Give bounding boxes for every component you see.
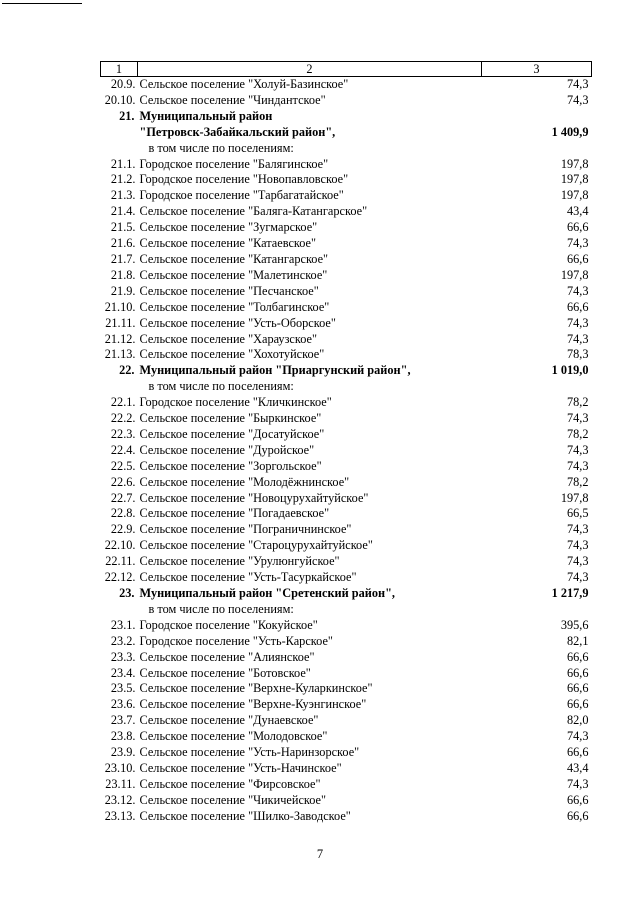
row-amount: 74,3 [566,522,589,537]
table-row [101,300,592,316]
row-name: Сельское поселение "Молодовское" [139,729,328,744]
district-row [101,109,592,125]
row-number: 21.1. [110,156,136,171]
row-name: Сельское поселение "Староцурухайтуйское" [139,538,373,553]
row-amount: 78,2 [566,474,589,489]
table-row [101,172,592,188]
row-amount: 74,3 [566,570,589,585]
district-row [101,125,592,141]
row-number: 21.6. [110,236,136,251]
row-amount: 43,4 [566,204,589,219]
row-amount: 66,6 [566,808,589,823]
column-header-number: 1 [101,62,138,77]
row-amount: 78,3 [566,347,589,362]
row-number: 23.10. [104,760,136,775]
row-name: Сельское поселение "Верхне-Куэнгинское" [139,697,367,712]
table-row [101,443,592,459]
row-amount: 74,3 [566,315,589,330]
row-name: Сельское поселение "Малетинское" [139,267,328,282]
row-number [101,602,138,618]
row-number: 21.12. [104,331,136,346]
row-number: 23.2. [110,633,136,648]
row-amount: 66,5 [566,506,589,521]
table-row [101,204,592,220]
row-number: 22.3. [110,426,136,441]
row-amount: 66,6 [566,665,589,680]
row-number: 23.12. [104,792,136,807]
row-name: Сельское поселение "Дуройское" [139,442,315,457]
table-body [101,77,592,825]
row-amount: 74,3 [566,458,589,473]
row-amount: 74,3 [566,442,589,457]
row-name: Муниципальный район [139,108,273,123]
table-row [101,570,592,586]
row-name: Муниципальный район "Сретенский район", [139,586,395,600]
table-row [101,316,592,332]
top-rule [2,3,82,4]
row-number: 22.7. [110,490,136,505]
row-amount: 74,3 [566,776,589,791]
row-amount: 66,6 [566,681,589,696]
table-row [101,681,592,697]
row-number: 23.11. [105,776,136,791]
row-number: 21.7. [110,251,136,266]
row-number: 23.8. [110,729,136,744]
row-amount [482,141,592,157]
row-number [101,125,138,141]
row-amount: 1 019,0 [551,363,589,378]
row-number: 22.4. [110,442,136,457]
row-number: 21.2. [110,172,136,187]
table-row [101,777,592,793]
row-amount: 197,8 [560,188,589,203]
row-number: 21.9. [110,283,136,298]
row-number: 22.1. [110,395,136,410]
row-name: Сельское поселение "Толбагинское" [139,299,330,314]
row-name: Сельское поселение "Усть-Тасуркайское" [139,570,357,585]
row-name: Сельское поселение "Дунаевское" [139,713,319,728]
table-row [101,793,592,809]
row-amount: 74,3 [566,411,589,426]
row-number: 21.3. [110,188,136,203]
row-amount: 66,6 [566,251,589,266]
column-header-name: 2 [138,62,482,77]
table-row [101,284,592,300]
row-amount: 74,3 [566,77,589,91]
row-number: 23.7. [110,713,136,728]
row-number: 22. [119,363,135,378]
table-header-row [101,62,592,77]
table-row [101,332,592,348]
table-row [101,713,592,729]
table-row [101,522,592,538]
row-number: 23.9. [110,745,136,760]
allocation-table [100,61,592,825]
row-number [101,379,138,395]
row-name: Городское поселение "Балягинское" [139,156,329,171]
row-number: 22.2. [110,411,136,426]
row-name: Сельское поселение "Баляга-Катангарское" [139,204,368,219]
row-name: Сельское поселение "Погадаевское" [139,506,330,521]
row-name: "Петровск-Забайкальский район", [139,124,336,139]
table-row [101,77,592,93]
table-row [101,411,592,427]
row-number: 23.13. [104,808,136,823]
row-name: Сельское поселение "Верхне-Куларкинское" [139,681,373,696]
row-name: Городское поселение "Новопавловское" [139,172,349,187]
row-amount: 197,8 [560,490,589,505]
row-amount: 197,8 [560,156,589,171]
row-number: 23.6. [110,697,136,712]
page-number: 7 [316,847,324,861]
row-name: Сельское поселение "Усть-Наринзорское" [139,745,360,760]
table-row [101,347,592,363]
row-name: Сельское поселение "Досатуйское" [139,426,325,441]
row-name: Сельское поселение "Быркинское" [139,411,322,426]
table-row [101,268,592,284]
row-amount: 66,6 [566,220,589,235]
row-amount: 66,6 [566,649,589,664]
table-row [101,475,592,491]
row-amount: 74,3 [566,236,589,251]
row-amount: 66,6 [566,299,589,314]
row-amount: 74,3 [566,538,589,553]
row-number: 21.11. [105,315,136,330]
table-row [101,427,592,443]
row-number: 22.6. [110,474,136,489]
row-name: Сельское поселение "Песчанское" [139,283,319,298]
subheading-row [101,379,592,395]
row-name: Сельское поселение "Холуй-Базинское" [139,77,349,91]
row-name: в том числе по поселениям: [148,140,294,155]
row-name: Сельское поселение "Чикичейское" [139,792,327,807]
row-amount: 74,3 [566,554,589,569]
row-number: 21.10. [104,299,136,314]
row-number: 21. [119,108,135,123]
table-row [101,666,592,682]
table-row [101,252,592,268]
table-row [101,93,592,109]
subheading-row [101,141,592,157]
row-number: 23. [119,586,135,600]
row-name: Сельское поселение "Усть-Начинское" [139,760,342,775]
table-row [101,634,592,650]
row-number: 23.5. [110,681,136,696]
row-number: 20.10. [104,92,136,107]
row-amount: 74,3 [566,729,589,744]
row-amount: 66,6 [566,745,589,760]
table-row [101,761,592,777]
row-number: 21.5. [110,220,136,235]
row-amount [482,109,592,125]
row-number: 21.8. [110,267,136,282]
row-amount: 1 217,9 [551,586,589,600]
table-row [101,491,592,507]
row-name: Городское поселение "Кокуйское" [139,617,318,632]
row-name: Сельское поселение "Катаевское" [139,236,317,251]
table-row [101,618,592,634]
row-number: 21.4. [110,204,136,219]
row-name: Муниципальный район "Приаргунский район", [139,363,411,378]
table-row [101,506,592,522]
row-number: 23.3. [110,649,136,664]
row-name: Городское поселение "Тарбагатайское" [139,188,344,203]
row-amount: 78,2 [566,395,589,410]
table-row [101,554,592,570]
row-number: 22.8. [110,506,136,521]
row-number: 22.10. [104,538,136,553]
row-number: 22.9. [110,522,136,537]
row-name: Городское поселение "Усть-Карское" [139,633,333,648]
row-name: Сельское поселение "Хараузское" [139,331,318,346]
row-name: Сельское поселение "Шилко-Заводское" [139,808,351,823]
row-number: 22.12. [104,570,136,585]
row-name: Сельское поселение "Урулюнгуйское" [139,554,340,569]
table-row [101,188,592,204]
row-number: 23.1. [110,617,136,632]
row-name: Сельское поселение "Алиянское" [139,649,315,664]
row-name: в том числе по поселениям: [148,601,294,616]
row-name: Сельское поселение "Новоцурухайтуйское" [139,490,369,505]
table-row [101,157,592,173]
row-name: Городское поселение "Кличкинское" [139,395,332,410]
row-name: в том числе по поселениям: [148,379,294,394]
district-row [101,586,592,602]
district-row [101,363,592,379]
row-name: Сельское поселение "Чиндантское" [139,92,326,107]
row-amount: 78,2 [566,426,589,441]
row-name: Сельское поселение "Хохотуйское" [139,347,325,362]
row-amount: 74,3 [566,283,589,298]
row-amount: 74,3 [566,331,589,346]
row-amount [482,602,592,618]
row-amount: 395,6 [560,617,589,632]
row-name: Сельское поселение "Пограничнинское" [139,522,352,537]
row-name: Сельское поселение "Ботовское" [139,665,311,680]
table-row [101,745,592,761]
row-amount: 1 409,9 [551,124,589,139]
row-name: Сельское поселение "Катангарское" [139,251,329,266]
row-number: 22.11. [105,554,136,569]
row-name: Сельское поселение "Зугмарское" [139,220,318,235]
row-number: 20.9. [110,77,136,91]
row-name: Сельское поселение "Усть-Оборское" [139,315,336,330]
row-number [101,141,138,157]
row-amount: 43,4 [566,760,589,775]
table-row [101,697,592,713]
row-amount: 197,8 [560,172,589,187]
subheading-row [101,602,592,618]
table-row [101,538,592,554]
row-number: 23.4. [110,665,136,680]
column-header-amount: 3 [482,62,592,77]
row-name: Сельское поселение "Фирсовское" [139,776,321,791]
table-row [101,220,592,236]
table-row [101,459,592,475]
table-row [101,809,592,825]
row-amount: 197,8 [560,267,589,282]
row-amount: 66,6 [566,792,589,807]
row-name: Сельское поселение "Молодёжнинское" [139,474,350,489]
row-amount [482,379,592,395]
row-number: 22.5. [110,458,136,473]
table-row [101,236,592,252]
row-amount: 82,1 [566,633,589,648]
row-number: 21.13. [104,347,136,362]
row-name: Сельское поселение "Зоргольское" [139,458,322,473]
table-row [101,650,592,666]
table-row [101,395,592,411]
row-amount: 74,3 [566,92,589,107]
row-amount: 66,6 [566,697,589,712]
table-row [101,729,592,745]
row-amount: 82,0 [566,713,589,728]
